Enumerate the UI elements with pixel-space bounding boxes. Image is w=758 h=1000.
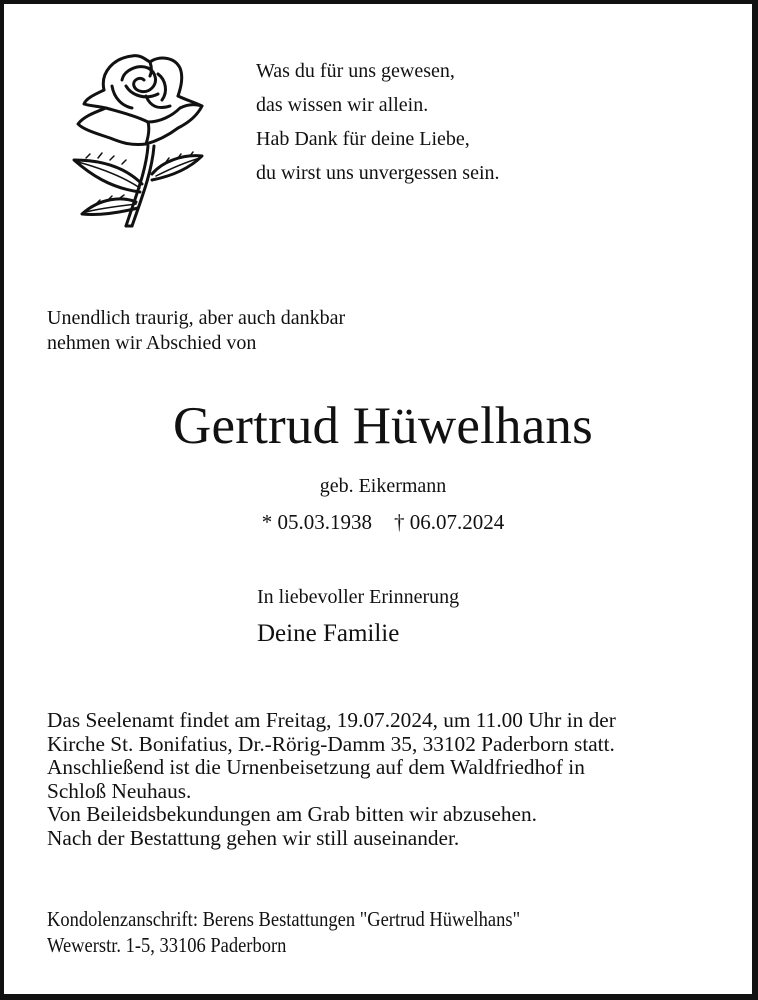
poem — [256, 54, 500, 190]
life-dates — [4, 508, 758, 536]
condolence-line: Kondolenzanschrift: Berens Bestattungen "Gertrud Hüwelhans" — [47, 907, 521, 931]
poem-line: das wissen wir allein. — [256, 94, 429, 116]
signature: Deine Familie — [257, 620, 400, 647]
condolence-line: Wewerstr. 1-5, 33106 Paderborn — [47, 933, 287, 957]
death-date: † 06.07.2024 — [394, 510, 505, 534]
maiden-name: geb. Eikermann — [319, 475, 447, 497]
birth-date: * 05.03.1938 — [261, 510, 372, 534]
service-line: Das Seelenamt findet am Freitag, 19.07.2024, um 11.00 Uhr in der — [47, 708, 616, 732]
intro-line: Unendlich traurig, aber auch dankbar — [47, 307, 346, 329]
poem-line: du wirst uns unvergessen sein. — [256, 162, 500, 184]
service-details — [47, 709, 616, 851]
rose-icon — [66, 50, 206, 230]
intro-text — [47, 306, 345, 356]
poem-line: Was du für uns gewesen, — [256, 60, 455, 82]
service-line: Anschließend ist die Urnenbeisetzung auf dem Waldfriedhof in — [47, 755, 585, 780]
memory-line: In liebevoller Erinnerung — [257, 586, 460, 608]
poem-line: Hab Dank für deine Liebe, — [256, 128, 470, 150]
condolence-address — [47, 906, 520, 958]
service-line: Kirche St. Bonifatius, Dr.-Rörig-Damm 35, 33102 Paderborn statt. — [47, 731, 615, 756]
service-line: Schloß Neuhaus. — [47, 778, 192, 803]
service-line: Nach der Bestattung gehen wir still auseinander. — [47, 825, 460, 850]
deceased-name: Gertrud Hüwelhans — [173, 397, 593, 455]
service-line: Von Beileidsbekundungen am Grab bitten wir abzusehen. — [47, 802, 537, 827]
intro-line: nehmen wir Abschied von — [47, 332, 257, 354]
